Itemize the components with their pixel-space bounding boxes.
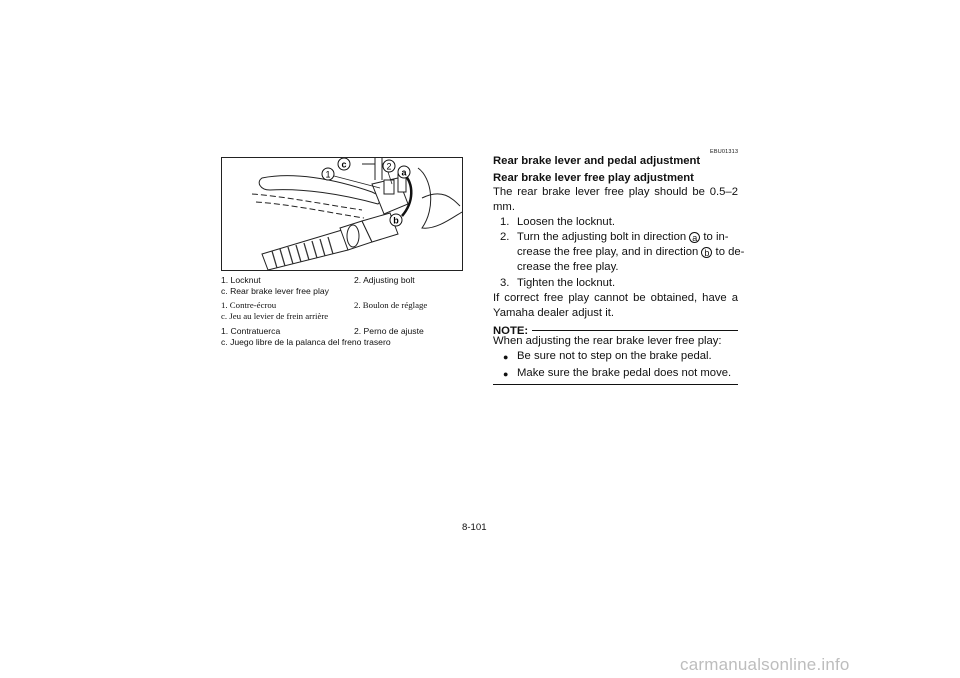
direction-a-marker: a: [689, 232, 700, 243]
direction-b-marker: b: [701, 247, 712, 258]
step-1-text: Loosen the locknut.: [517, 216, 615, 228]
legend-fr-1: 1. Contre-écrou: [221, 300, 277, 310]
closing-paragraph: If correct free play cannot be obtained, have a Yamaha dealer adjust it.: [493, 292, 738, 320]
callout-2: 2: [386, 161, 392, 172]
step-3-number: 3.: [500, 277, 510, 289]
brake-lever-drawing: [222, 158, 462, 270]
note-bullet-1: Be sure not to step on the brake pedal.: [517, 350, 712, 362]
legend-es-c: c. Juego libre de la palanca del freno trasero: [221, 336, 391, 347]
subsection-heading: Rear brake lever free play adjustment: [493, 172, 694, 184]
bullet-dot-icon: ●: [503, 352, 509, 362]
legend-french: [221, 300, 471, 321]
intro-paragraph: The rear brake lever free play should be 0.5–2 mm.: [493, 186, 738, 214]
legend-en-2: 2. Adjusting bolt: [354, 275, 415, 285]
step-2-line-1: Turn the adjusting bolt in direction: [517, 231, 690, 243]
callout-a: a: [401, 167, 407, 178]
legend-fr-c: c. Jeu au levier de frein arrière: [221, 310, 329, 321]
callout-c: c: [341, 159, 347, 170]
step-2-line-3: crease the free play.: [517, 261, 619, 274]
step-3-text: Tighten the locknut.: [517, 277, 616, 289]
page-number: 8-101: [462, 522, 487, 533]
step-1: [500, 215, 615, 230]
legend-en-c: c. Rear brake lever free play: [221, 285, 329, 296]
legend-spanish: [221, 326, 471, 347]
legend-es-2: 2. Perno de ajuste: [354, 326, 424, 336]
note-label: NOTE:: [493, 325, 529, 337]
step-2-number: 2.: [500, 231, 510, 243]
step-2: [500, 230, 745, 274]
callout-1: 1: [325, 169, 331, 180]
step-3: [500, 276, 616, 291]
note-bullet-2: Make sure the brake pedal does not move.: [517, 367, 732, 379]
step-2-line-2: crease the free play, and in direction: [517, 246, 702, 259]
legend-english: [221, 275, 471, 296]
legend-es-1: 1. Contratuerca: [221, 326, 281, 336]
bullet-dot-icon: ●: [503, 369, 509, 379]
note-divider: [532, 330, 738, 331]
section-heading: Rear brake lever and pedal adjustment: [493, 155, 701, 167]
legend-fr-2: 2. Boulon de réglage: [354, 300, 428, 310]
brake-lever-illustration: [221, 157, 463, 271]
step-2-line-2-end: to de-: [712, 246, 745, 259]
step-2-line-1-end: to in-: [700, 231, 729, 243]
step-1-number: 1.: [500, 216, 510, 228]
document-id: EBU01313: [710, 149, 739, 155]
legend-en-1: 1. Locknut: [221, 275, 261, 285]
note-end-divider: [493, 384, 738, 385]
note-intro: When adjusting the rear brake lever free play:: [493, 335, 722, 347]
callout-b: b: [393, 215, 399, 226]
watermark: carmanualsonline.info: [680, 655, 850, 674]
